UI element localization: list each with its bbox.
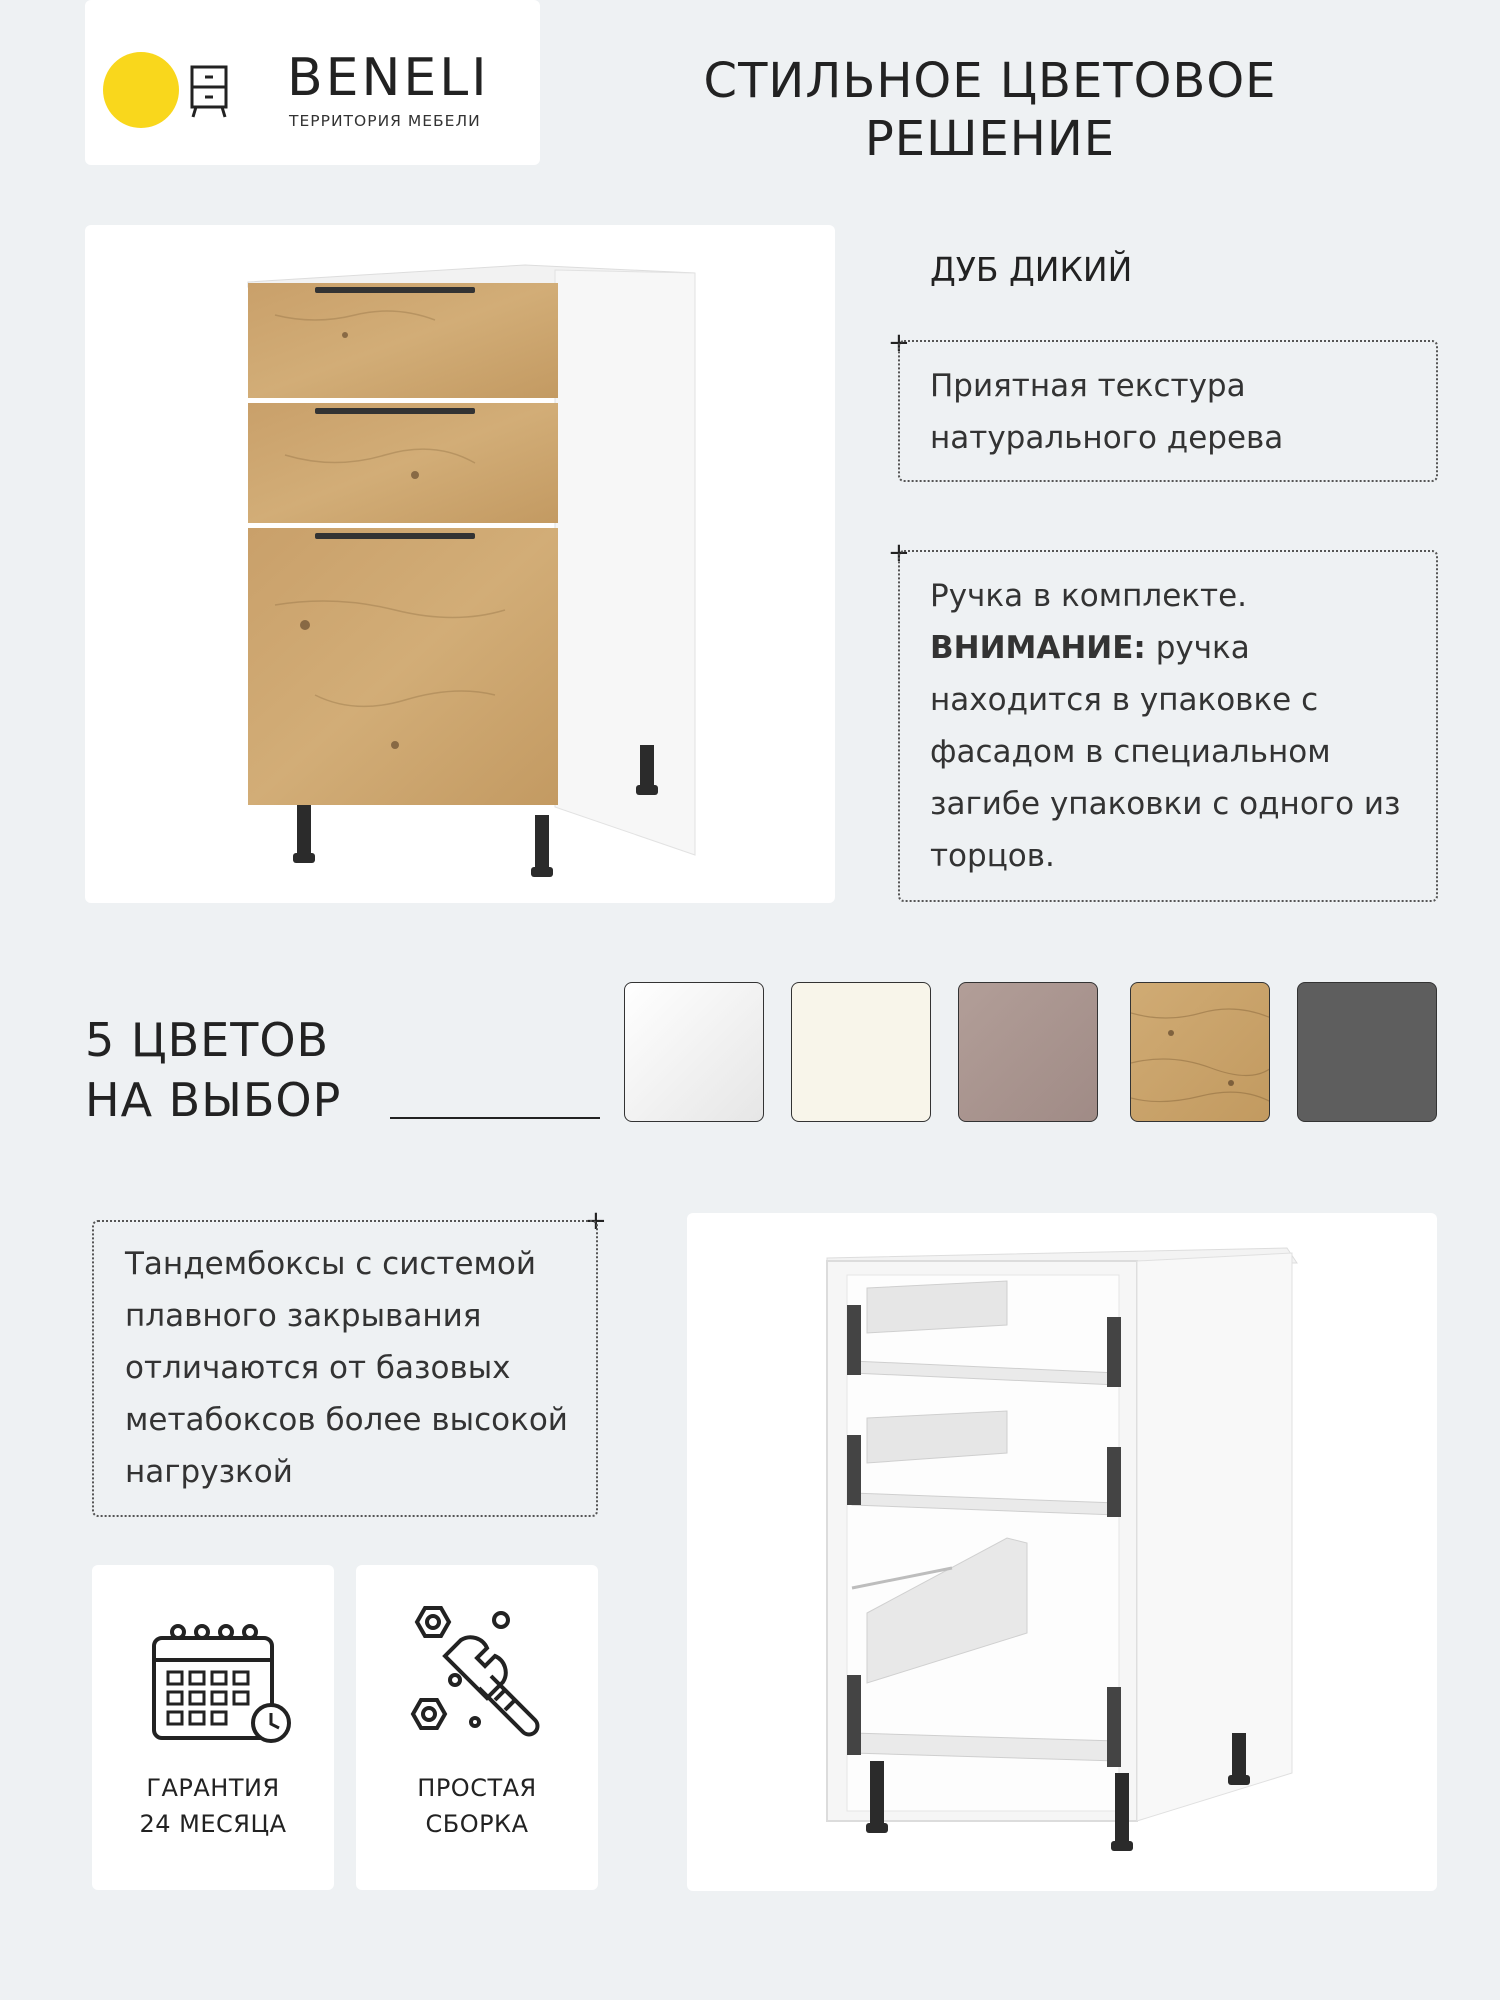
assembly-line1: ПРОСТАЯ: [417, 1774, 537, 1802]
plus-icon: +: [585, 1206, 607, 1236]
title-underline: [390, 1117, 600, 1119]
brand-name: BENELI: [287, 48, 490, 108]
logo-drawer-icon: [160, 62, 270, 132]
swatch-graphite[interactable]: [1297, 982, 1437, 1122]
attention-label: ВНИМАНИЕ:: [930, 630, 1146, 666]
warranty-line2: 24 МЕСЯЦА: [139, 1810, 287, 1838]
plus-icon: +: [888, 538, 910, 568]
page-title: СТИЛЬНОЕ ЦВЕТОВОЕ РЕШЕНИЕ: [703, 53, 1277, 167]
warranty-label: [92, 1770, 334, 1842]
handle-text: Ручка в комплекте.: [930, 578, 1247, 614]
swatch-wild-oak[interactable]: [1130, 982, 1270, 1122]
swatch-white-gloss[interactable]: [624, 982, 764, 1122]
brand-tagline: ТЕРРИТОРИЯ МЕБЕЛИ: [289, 112, 481, 130]
assembly-label: [356, 1770, 598, 1842]
colors-title: [85, 1010, 341, 1130]
cabinet-closed-illustration: [85, 225, 835, 903]
assembly-line2: СБОРКА: [425, 1810, 529, 1838]
product-photo-closed: [85, 225, 835, 903]
calendar-icon: [150, 1620, 295, 1745]
tandem-text: Тандембоксы с системой плавного закрывания отличаются от базовых метабоксов более высокой нагрузкой: [125, 1246, 568, 1490]
attention-text: ручка находится в упаковке с фасадом в специальном загибе упаковки с одного из торцов.: [930, 630, 1401, 874]
color-name: ДУБ ДИКИЙ: [930, 250, 1133, 289]
plus-icon: +: [888, 328, 910, 358]
product-photo-open: [687, 1213, 1437, 1891]
wrench-icon: [405, 1600, 550, 1745]
colors-title-line1: 5 ЦВЕТОВ: [85, 1013, 330, 1067]
handle-info: [930, 570, 1420, 882]
cabinet-open-illustration: [687, 1213, 1437, 1891]
texture-text: Приятная текстура натурального дерева: [930, 368, 1284, 456]
oak-grain: [1131, 983, 1270, 1122]
swatch-cappuccino[interactable]: [958, 982, 1098, 1122]
colors-title-line2: НА ВЫБОР: [85, 1073, 342, 1127]
swatch-cream[interactable]: [791, 982, 931, 1122]
warranty-line1: ГАРАНТИЯ: [146, 1774, 280, 1802]
